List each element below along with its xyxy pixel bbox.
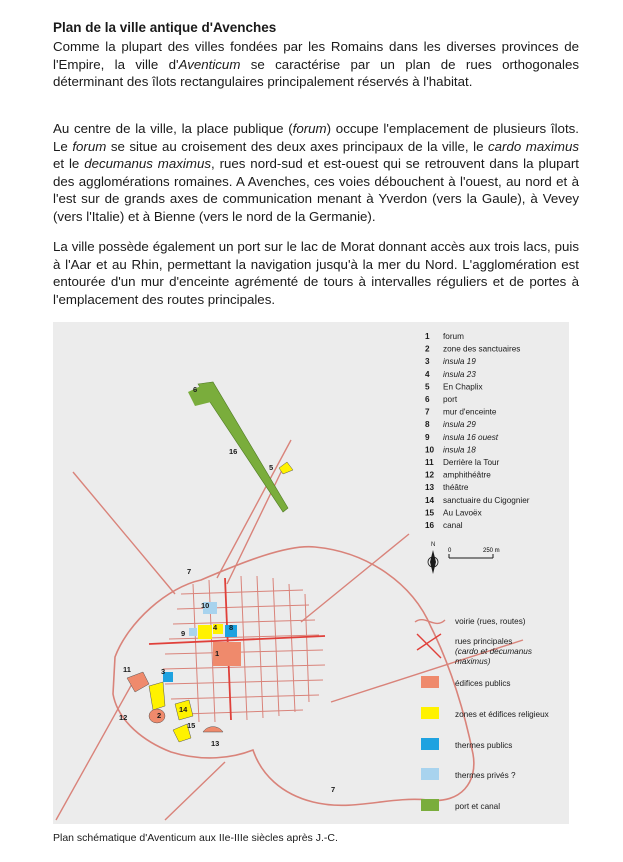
legend-entry-6: port <box>443 395 458 404</box>
legend-entry-10: insula 18 <box>443 445 476 455</box>
numbered-legend <box>425 332 530 530</box>
paragraph-1 <box>53 38 579 91</box>
p1-text-a: Comme la plupart des villes fondées par les Romains dans les diverses provinces de l'Empire, la ville d' <box>53 39 579 72</box>
legend-num-1: 1 <box>425 332 430 341</box>
p2-text-a: Au centre de la ville, la place publique ( <box>53 121 293 136</box>
port-swatch <box>421 799 439 811</box>
north-letter: N <box>431 542 436 548</box>
legend-entry-1: forum <box>443 332 464 341</box>
theatre-shape <box>203 727 223 732</box>
insula-16-shape <box>189 628 197 636</box>
legend-num-8: 8 <box>425 420 430 430</box>
map-figure <box>53 322 569 824</box>
p2-italic-cardo: cardo maximus <box>488 138 579 154</box>
map-label-5: 5 <box>269 463 274 472</box>
paragraph-2 <box>53 120 579 226</box>
map-label-9: 9 <box>181 629 186 638</box>
map-svg <box>53 322 569 824</box>
legend-entry-3: insula 19 <box>443 357 476 367</box>
legend-num-12: 12 <box>425 470 435 480</box>
legend-main-roads-a: rues principales <box>455 637 513 646</box>
legend-entry-7: mur d'enceinte <box>443 407 497 417</box>
map-label-3: 3 <box>161 667 166 676</box>
symbol-legend <box>415 617 549 811</box>
map-label-10: 10 <box>201 601 210 610</box>
p2-italic-forum-1: forum <box>292 121 327 136</box>
map-label-1: 1 <box>215 649 220 658</box>
forum-temple <box>198 625 212 639</box>
map-label-15: 15 <box>187 721 196 730</box>
p2-text-c: ) occupe l'emplacement de plusieurs îlots. Le <box>53 121 579 154</box>
map-label-4: 4 <box>213 623 218 632</box>
legend-num-2: 2 <box>425 344 430 354</box>
legend-num-16: 16 <box>425 521 435 530</box>
legend-num-5: 5 <box>425 382 430 392</box>
thermes-private-swatch <box>421 768 439 780</box>
north-arrow-icon <box>430 550 436 574</box>
scale-end: 250 m <box>483 548 500 554</box>
map-label-16: 16 <box>229 447 238 456</box>
map-label-14: 14 <box>179 705 188 714</box>
map-label-7a: 7 <box>187 567 192 576</box>
legend-port: port et canal <box>455 802 501 811</box>
legend-entry-13: théâtre <box>443 483 469 493</box>
derriere-tour-shape <box>127 672 149 692</box>
street-grid <box>163 576 325 722</box>
p2-text-i: , rues nord-sud et est-ouest qui se retrouvent dans la plupart des agglomérations romaines. A Avenches, ces voies débouchent à l'ouest, au nord et à l'est sur de grands axes de communication menant à Yverdon (vers la Gaule), à Vevey (vers l'Italie) et à Bienne (vers le nord de la Germanie). <box>53 156 580 224</box>
p1-text-c: se caractérise par un plan de rues orthogonales déterminant des îlots rectangulaires principalement réservés à l'habitat. <box>53 56 579 90</box>
scale-bar <box>448 548 500 558</box>
legend-entry-9: insula 16 ouest <box>443 432 499 442</box>
sanctuary-zone <box>149 682 165 710</box>
legend-num-15: 15 <box>425 508 435 518</box>
legend-num-11: 11 <box>425 458 434 467</box>
map-label-2: 2 <box>157 711 162 720</box>
map-label-7b: 7 <box>331 785 336 794</box>
legend-public: édifices publics <box>455 679 511 688</box>
p2-text-e: se situe au croisement des deux axes principaux de la ville, le <box>106 138 489 154</box>
legend-num-7: 7 <box>425 407 430 417</box>
road-south <box>165 762 225 820</box>
paragraph-3: La ville possède également un port sur le lac de Morat donnant accès aux trois lacs, puis à l'Aar et au Rhin, permettant la navigation jusqu'à la mer du Nord. L'agglomération est entourée d'un mur d'enceinte agrémenté de tours à intervalles réguliers et de portes à l'emplacement des routes principales. <box>53 239 579 307</box>
legend-entry-4: insula 23 <box>443 369 476 379</box>
public-swatch <box>421 676 439 688</box>
thermes-public-swatch <box>421 738 439 750</box>
page-title: Plan de la ville antique d'Avenches <box>53 20 277 35</box>
p2-text-g: et le <box>53 156 85 172</box>
legend-num-10: 10 <box>425 445 435 455</box>
road-west-north <box>73 472 175 594</box>
legend-entry-14: sanctuaire du Cigognier <box>443 495 530 505</box>
religious-swatch <box>421 707 439 719</box>
legend-religious: zones et édifices religieux <box>455 710 549 719</box>
figure-caption: Plan schématique d'Aventicum aux IIe-IIIe siècles après J.-C. <box>53 832 338 844</box>
map-label-11: 11 <box>123 665 131 674</box>
road-south-west <box>56 682 133 820</box>
canal-shape <box>198 382 288 512</box>
legend-entry-2: zone des sanctuaires <box>443 344 521 354</box>
legend-num-13: 13 <box>425 483 435 493</box>
legend-num-3: 3 <box>425 357 430 367</box>
legend-num-4: 4 <box>425 369 430 379</box>
map-label-12: 12 <box>119 713 128 722</box>
legend-roads: voirie (rues, routes) <box>455 617 526 626</box>
legend-main-roads-b: (cardo et decumanus <box>455 647 532 656</box>
legend-entry-5: En Chaplix <box>443 382 483 392</box>
legend-entry-16: canal <box>443 521 463 530</box>
legend-thermes-public: thermes publics <box>455 741 513 750</box>
map-label-13: 13 <box>211 739 220 748</box>
legend-entry-12: amphithéâtre <box>443 470 491 480</box>
map-label-6: 6 <box>193 385 198 394</box>
p2-italic-decumanus: decumanus maximus <box>84 156 211 172</box>
legend-entry-8: insula 29 <box>443 420 476 430</box>
legend-entry-11: Derrière la Tour <box>443 458 500 467</box>
legend-num-9: 9 <box>425 432 430 442</box>
legend-num-6: 6 <box>425 395 430 404</box>
p1-italic-aventicum: Aventicum <box>178 56 241 72</box>
north-arrow <box>428 542 438 574</box>
legend-num-14: 14 <box>425 495 435 505</box>
legend-main-roads-c: maximus) <box>455 657 491 666</box>
scale-start: 0 <box>448 548 452 554</box>
map-label-8: 8 <box>229 623 234 632</box>
p2-italic-forum-2: forum <box>72 138 107 154</box>
legend-entry-15: Au Lavoëx <box>443 508 482 518</box>
legend-thermes-private: thermes privés ? <box>455 771 516 780</box>
